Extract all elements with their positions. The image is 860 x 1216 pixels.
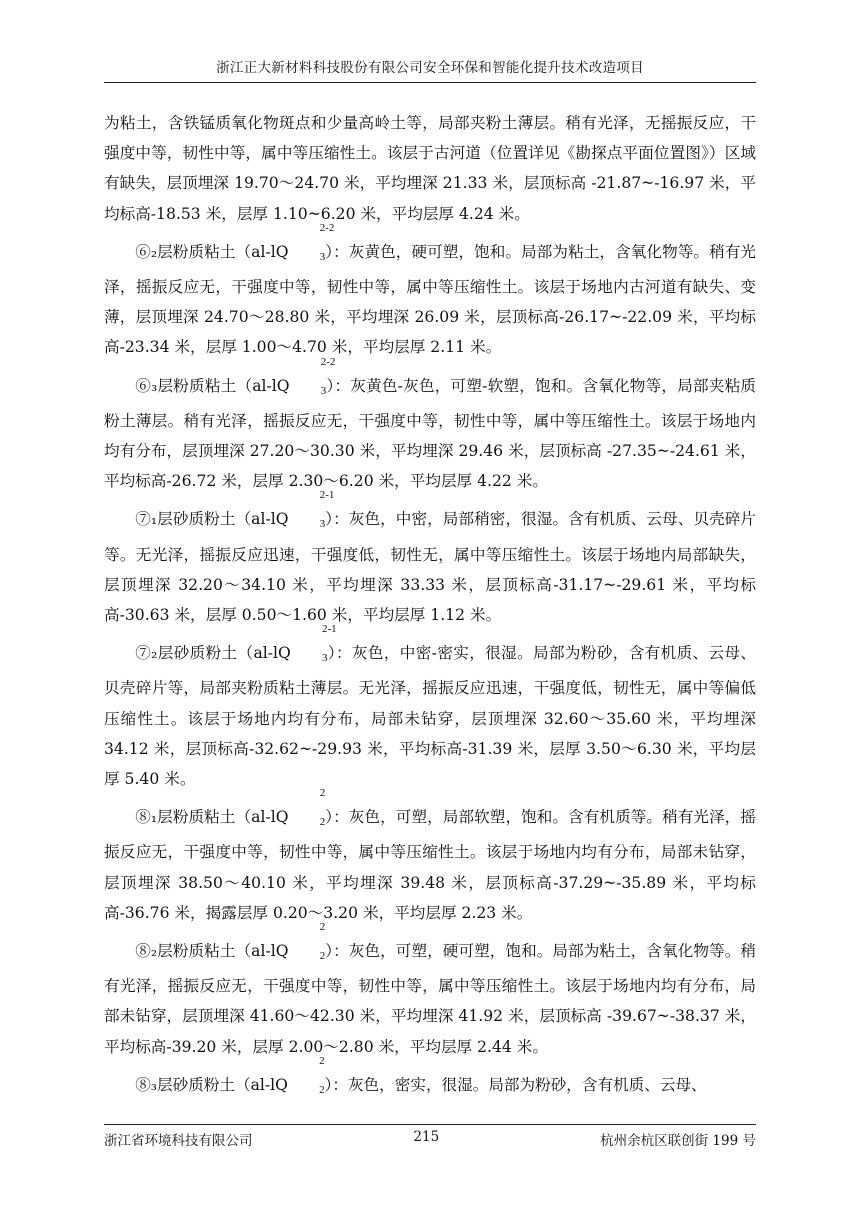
geologic-age-symbol [290,355,336,406]
age-subscript: 3 [319,518,326,531]
paragraph-layer-8-2 [104,921,757,1062]
paragraph-text: ）：灰黄色，硬可塑，饱和。局部为粘土，含氧化物等。稍有光泽，摇振反应无，干强度中等，韧性中等，属中等压缩性土。该层于场地内古河道有缺失、变薄，层顶埋深 24.70～28.80 米，平均埋深 26.09 米，层顶标高-26.17~-22.09 米，平均标高-23.34 米，层厚 1.00～4.70 米，平均层厚 2.11 米。 [104,242,757,357]
footer-company: 浙江省环境科技有限公司 [104,1133,253,1149]
paragraph-layer-6-3 [104,355,756,497]
paragraph-layer-6-2 [104,221,757,363]
page-header [104,56,756,83]
age-superscript: 2-1 [319,489,335,502]
paragraph-text: ）：灰色，中密-密实，很湿。局部为粉砂，含有机质、云母、贝壳碎片等，局部夹粉质粘土薄层。无光泽，摇振反应迅速，干强度低，韧性无，属中等偏低压缩性土。该层于场地内均有分布，局部未钻穿，层顶埋深 32.60～35.60 米，平均埋深 34.12 米，层顶标高-32.62~-29.93 米，平均标高-31.39 米，层厚 3.50～6.30 米，平均层厚 5.40 米。 [104,644,756,789]
paragraph-text: 为粘土，含铁锰质氧化物斑点和少量高岭土等，局部夹粉土薄层。稍有光泽，无摇振反应，干强度中等，韧性中等，属中等压缩性土。该层于古河道（位置详见《勘探点平面位置图》）区域有缺失，层顶埋深 19.70～24.70 米，平均埋深 21.33 米，层顶标高 -21.87~-16.97 米，平均标高-18.53 米，层厚 1.10~6.20 米，平均层厚 4.24 米。 [104,114,756,223]
geologic-age-symbol [291,623,337,673]
paragraph-0 [104,108,756,229]
geologic-age-symbol [288,1054,325,1105]
age-subscript: 2 [319,1083,325,1096]
layer-label: ⑧₃层砂质粉土（al-lQ [135,1075,288,1094]
age-superscript: 2 [319,921,326,934]
geologic-age-symbol [289,787,326,837]
age-subscript: 3 [321,652,328,665]
layer-label: ⑦₁层砂质粉土（al-lQ [135,510,289,529]
paragraph-text: ）：灰色，可塑，硬可塑，饱和。局部为粘土，含氧化物等。稍有光泽，摇振反应无，干强度中等，韧性中等，属中等压缩性土。该层于场地内均有分布，局部未钻穿，层顶埋深 41.60～42.30 米，平均埋深 41.92 米，层顶标高 -39.67~-38.37 米，平均标高-39.20 米，层厚 2.00～2.80 米，平均层厚 2.44 米。 [104,942,757,1056]
age-subscript: 3 [320,384,327,397]
layer-label: ⑧₂层粉质粘土（al-lQ [135,942,289,961]
age-superscript: 2-2 [320,355,336,368]
paragraph-layer-7-2 [104,623,756,794]
layer-label: ⑦₂层砂质粉土（al-lQ [135,644,291,663]
age-subscript: 3 [319,250,326,263]
layer-label: ⑥₃层粉质粘土（al-lQ [135,376,290,395]
paragraph-text: ）：灰色，密实，很湿。局部为粉砂，含有机质、云母、 [324,1075,707,1094]
paragraph-text: ）：灰黄色-灰色，可塑-软塑，饱和。含氧化物等，局部夹粘质粉土薄层。稍有光泽，摇振反应无，干强度中等，韧性中等，属中等压缩性土。该层于场地内均有分布，层顶埋深 27.20～30.30 米，平均埋深 29.46 米，层顶标高 -27.35~-24.61 米，平均标高-26.72 米，层厚 2.30～6.20 米，平均层厚 4.22 米。 [104,376,756,491]
page-footer [104,1124,756,1149]
geologic-age-symbol [289,921,326,971]
page-number: 215 [413,1129,440,1145]
layer-label: ⑧₁层粉质粘土（al-lQ [135,808,289,827]
age-subscript: 2 [319,816,326,829]
age-superscript: 2-2 [319,221,335,234]
age-superscript: 2-1 [321,623,337,636]
geologic-age-symbol [289,489,335,539]
paragraph-layer-8-3 [104,1054,756,1105]
age-superscript: 2 [319,1054,325,1067]
header-title: 浙江正大新材料科技股份有限公司安全环保和智能化提升技术改造项目 [216,60,644,76]
footer-address: 杭州余杭区联创街 199 号 [600,1133,756,1149]
body-content [104,108,756,1113]
age-subscript: 2 [319,950,326,963]
age-superscript: 2 [319,787,326,800]
layer-label: ⑥₂层粉质粘土（al-lQ [135,242,289,261]
paragraph-layer-8-1 [104,787,757,928]
paragraph-layer-7-1 [104,489,757,630]
geologic-age-symbol [289,221,335,272]
paragraph-text: ）：灰色，中密，局部稍密，很湿。含有机质、云母、贝壳碎片等。无光泽，摇振反应迅速，干强度低，韧性无，属中等压缩性土。该层于场地内局部缺失，层顶埋深 32.20～34.10 米，平均埋深 33.33 米，层顶标高-31.17~-29.61 米，平均标高-30.63 米，层厚 0.50～1.60 米，平均层厚 1.12 米。 [104,510,757,625]
paragraph-text: ）：灰色，可塑，局部软塑，饱和。含有机质等。稍有光泽，摇振反应无，干强度中等，韧性中等，属中等压缩性土。该层于场地内均有分布，局部未钻穿，层顶埋深 38.50～40.10 米，平均埋深 39.48 米，层顶标高-37.29~-35.89 米，平均标高-36.76 米，揭露层厚 0.20～3.20 米，平均层厚 2.23 米。 [104,808,757,922]
